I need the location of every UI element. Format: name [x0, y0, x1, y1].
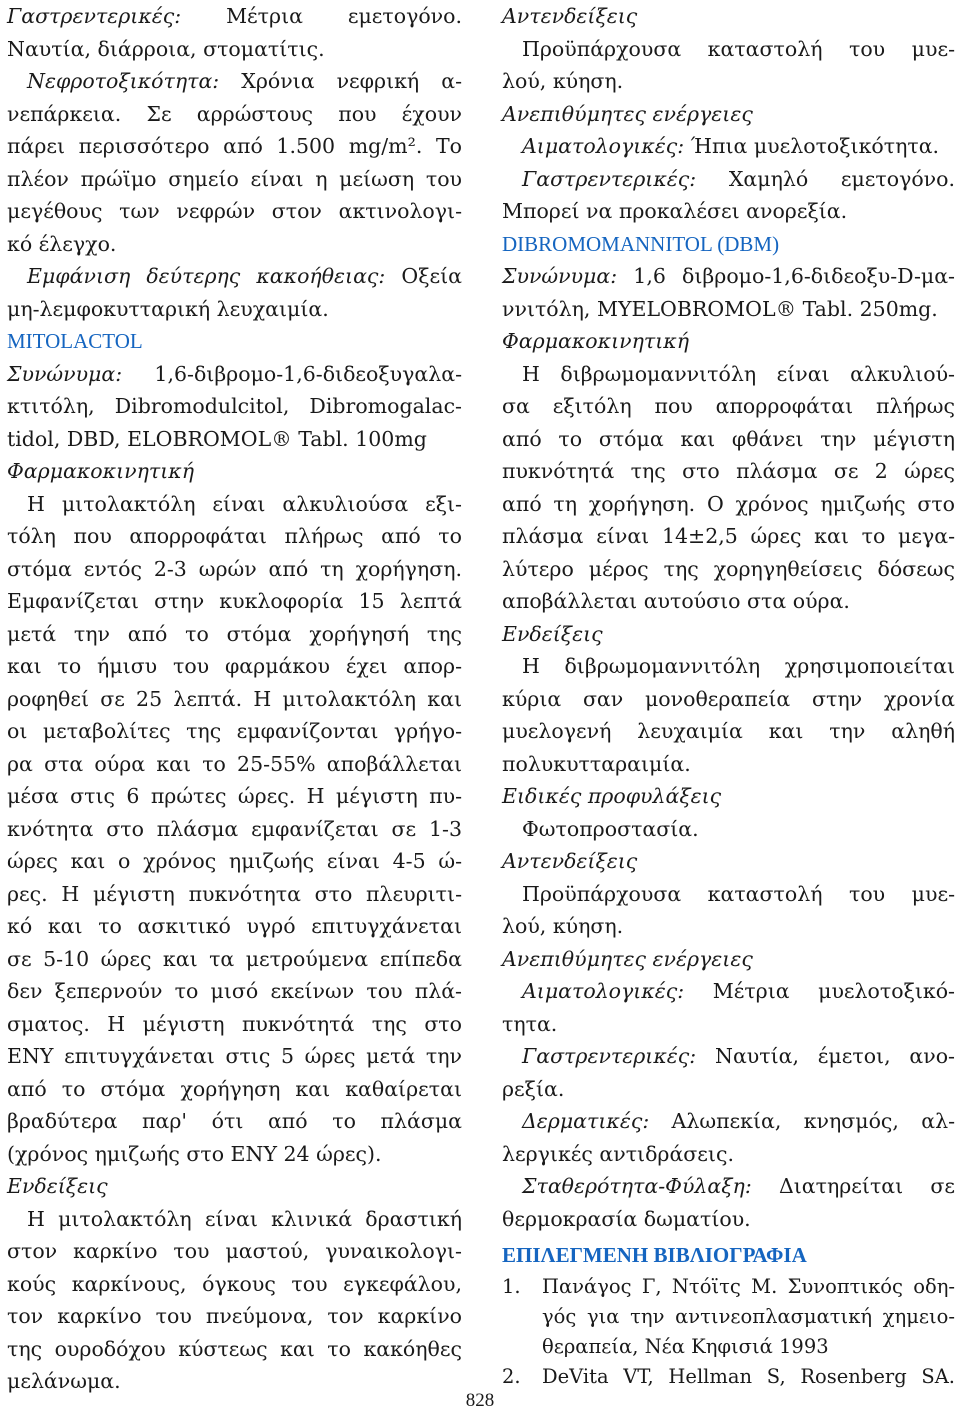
text-line — [502, 1105, 955, 1138]
text-line: τητα. — [502, 1011, 558, 1036]
section-heading: Αντενδείξεις — [502, 849, 638, 873]
term-value: Χρόνια νεφρική α- — [219, 69, 462, 93]
page-number: 828 — [465, 1390, 495, 1411]
bibliography-heading: ΕΠΙΛΕΓΜΕΝΗ ΒΙΒΛΙΟΓΡΑΦΙΑ — [502, 1243, 807, 1267]
text-line: νεπάρκεια. Σε αρρώστους που έχουν — [7, 101, 462, 126]
term-label: Δερματικές: — [522, 1109, 650, 1133]
text-line: Μπορεί να προκαλέσει ανορεξία. — [502, 199, 848, 223]
text-line: από τη χορήγηση. Ο χρόνος ημιζωής στο — [502, 491, 955, 516]
text-line — [502, 975, 955, 1008]
term-value: Διατηρείται σε — [751, 1174, 955, 1198]
text-line: κτιτόλη, Dibromodulcitol, Dibromogalac- — [7, 394, 462, 418]
text-line: οι μεταβολίτες της εμφανίζονται γρήγο- — [7, 719, 462, 743]
text-line: Φωτοπροστασία. — [522, 816, 699, 841]
reference-number: 1. — [502, 1274, 521, 1298]
text-line: πλέον πρώϊμο σημείο είναι η μείωση του — [7, 166, 462, 191]
text-line: κνότητα στο πλάσμα εμφανίζεται σε 1-3 — [7, 816, 462, 841]
term-label: Γαστρεντερικές: — [522, 1044, 697, 1068]
text-line — [502, 1170, 955, 1203]
text-line — [7, 260, 462, 293]
text-line: Προϋπάρχουσα καταστολή του μυε- — [522, 881, 955, 906]
text-line: και το ήμισυ του φαρμάκου έχει απορ- — [7, 654, 462, 678]
left-column — [7, 0, 462, 1398]
text-line: πυκνότητά της στο πλάσμα σε 2 ώρες — [502, 459, 955, 483]
reference-item — [502, 1362, 955, 1392]
term-value: Χαμηλό εμετογόνο. — [696, 166, 955, 191]
term-value: 1,6 διβρομο-1,6-διδεοξυ-D-μα- — [617, 264, 955, 288]
text-line — [502, 130, 955, 163]
text-line: κό και το ασκιτικό υγρό επιτυγχάνεται — [7, 914, 462, 938]
text-line: από το στόμα και φθάνει την μέγιστη — [502, 426, 955, 451]
text-line: μέσα στις 6 πρώτες ώρες. Η μέγιστη πυ- — [7, 784, 462, 808]
text-line: Η μιτολακτόλη είναι αλκυλιούσα εξι- — [27, 491, 462, 516]
text-line: ροφηθεί σε 25 λεπτά. Η μιτολακτόλη και — [7, 686, 462, 711]
term-value: Μέτρια εμετογόνο. — [181, 4, 462, 28]
text-line: λεργικές αντιδράσεις. — [502, 1141, 734, 1166]
text-line: Η διβρωμομαννιτόλη χρησιμοποιείται — [522, 654, 955, 678]
text-line: ρα στα ούρα και το 25-55% αποβάλλεται — [7, 751, 462, 776]
text-line: ννιτόλη, MYELOBROMOL® Tabl. 250mg. — [502, 296, 938, 321]
text-line: λού, κύηση. — [502, 69, 624, 93]
text-line: πάρει περισσότερο από 1.500 mg/m². Το — [7, 134, 462, 158]
reference-text: Πανάγος Γ, Ντόϊτς Μ. Συνοπτικός οδη- — [542, 1274, 955, 1298]
text-line: βραδύτερα παρ' ότι από το πλάσμα — [7, 1109, 462, 1133]
term-label: Νεφροτοξικότητα: — [27, 69, 220, 93]
text-line: κό έλεγχο. — [7, 231, 117, 256]
term-value: Μέτρια μυελοτοξικό- — [684, 979, 955, 1003]
section-heading: Ειδικές προφυλάξεις — [502, 784, 722, 808]
text-line: Προϋπάρχουσα καταστολή του μυε- — [522, 36, 955, 61]
section-heading: Φαρμακοκινητική — [502, 329, 689, 353]
text-line: πολυκυτταραιμία. — [502, 751, 691, 776]
term-label: Γαστρεντερικές: — [522, 166, 697, 191]
text-line: Εμφανίζεται στην κυκλοφορία 15 λεπτά — [7, 589, 462, 613]
reference-item — [502, 1272, 955, 1302]
text-line: μη-λεμφοκυτταρική λευχαιμία. — [7, 296, 329, 321]
text-line: αποβάλλεται αυτούσιο στα ούρα. — [502, 589, 850, 613]
text-line: κούς καρκίνους, όγκους του εγκεφάλου, — [7, 1271, 462, 1296]
term-value: Οξεία — [385, 264, 462, 288]
reference-line: γός για την αντινεοπλασματική χημειο- — [542, 1304, 955, 1328]
drug-heading-mitolactol: MITOLACTOL — [7, 329, 143, 353]
text-line: μελάνωμα. — [7, 1369, 121, 1393]
section-heading: Ανεπιθύμητες ενέργειες — [502, 101, 753, 126]
section-heading: Ανεπιθύμητες ενέργειες — [502, 946, 753, 971]
section-heading: Ενδείξεις — [502, 621, 603, 646]
reference-line: θεραπεία, Νέα Κηφισιά 1993 — [542, 1334, 829, 1358]
text-line: ρεξία. — [502, 1076, 565, 1101]
text-line: δεν ξεπερνούν το μισό εκείνων του πλά- — [7, 979, 462, 1003]
text-line: ΕΝΥ επιτυγχάνεται στις 5 ώρες μετά την — [7, 1044, 462, 1068]
section-heading: Ενδείξεις — [7, 1174, 108, 1198]
text-line: (χρόνος ημιζωής στο ΕΝΥ 24 ώρες). — [7, 1141, 382, 1166]
term-label: Συνώνυμα: — [502, 264, 618, 288]
text-line: λού, κύηση. — [502, 914, 624, 938]
text-line — [502, 1040, 955, 1073]
text-line — [7, 358, 462, 391]
term-label: Αιματολογικές: — [522, 979, 685, 1003]
term-label: Γαστρεντερικές: — [7, 4, 182, 28]
text-line — [7, 65, 462, 98]
text-line: μυελογενή λευχαιμία και την αληθή — [502, 719, 955, 743]
text-line: σε 5-10 ώρες και τα μετρούμενα επίπεδα — [7, 946, 462, 971]
text-line: ώρες και ο χρόνος ημιζωής είναι 4-5 ώ- — [7, 849, 462, 873]
drug-heading-dibromomannitol: DIBROMOMANNITOL (DBM) — [502, 231, 780, 256]
text-line: μεγέθους των νεφρών στον ακτινολογι- — [7, 199, 462, 223]
term-value: 1,6-διβρομο-1,6-διδεοξυγαλα- — [122, 361, 462, 386]
term-value: Αλωπεκία, κνησμός, αλ- — [649, 1109, 955, 1133]
text-line — [7, 0, 462, 33]
text-line: σματος. Η μέγιστη πυκνότητά της στο — [7, 1011, 462, 1036]
term-label: Αιματολογικές: — [522, 134, 685, 158]
text-line — [502, 163, 955, 196]
text-line: μετά την από το στόμα χορήγησή της — [7, 621, 462, 646]
term-label: Συνώνυμα: — [7, 361, 123, 386]
section-heading: Αντενδείξεις — [502, 4, 638, 28]
text-line: της ουροδόχου κύστεως και το κακόηθες — [7, 1336, 462, 1361]
text-line: σα εξιτόλη που απορροφάται πλήρως — [502, 394, 955, 418]
text-line: tidol, DBD, ELOBROMOL® Tabl. 100mg — [7, 426, 427, 451]
term-label: Εμφάνιση δεύτερης κακοήθειας: — [27, 264, 386, 288]
term-value: Ήπια μυελοτοξικότητα. — [684, 134, 940, 158]
text-line: λύτερο μέρος της χορηγηθείσεις δόσεως — [502, 556, 955, 581]
text-line: Η μιτολακτόλη είναι κλινικά δραστική — [27, 1206, 462, 1231]
reference-text: DeVita VT, Hellman S, Rosenberg SA. — [542, 1364, 955, 1388]
text-line: ρες. Η μέγιστη πυκνότητα στο πλευριτι- — [7, 881, 462, 906]
section-heading: Φαρμακοκινητική — [7, 459, 194, 483]
right-column — [502, 0, 955, 1392]
text-line: θερμοκρασία δωματίου. — [502, 1206, 751, 1231]
term-label: Σταθερότητα-Φύλαξη: — [522, 1174, 752, 1198]
text-line: Ναυτία, διάρροια, στοματίτις. — [7, 36, 325, 61]
text-line: Η διβρωμομαννιτόλη είναι αλκυλιού- — [522, 361, 955, 386]
term-value: Ναυτία, έμετοι, ανο- — [696, 1044, 955, 1068]
text-line: από το στόμα χορήγηση και καθαίρεται — [7, 1076, 462, 1101]
reference-number: 2. — [502, 1364, 521, 1388]
text-line: πλάσμα είναι 14±2,5 ώρες και το μεγα- — [502, 524, 955, 548]
text-line — [502, 260, 955, 293]
text-line: στόμα εντός 2-3 ωρών από τη χορήγηση. — [7, 556, 462, 581]
text-line: τον καρκίνο του πνεύμονα, τον καρκίνο — [7, 1304, 462, 1328]
text-line: κύρια σαν μονοθεραπεία στην χρονία — [502, 686, 955, 711]
text-line: τόλη που απορροφάται πλήρως από το — [7, 524, 462, 548]
text-line: στον καρκίνο του μαστού, γυναικολογι- — [7, 1239, 462, 1263]
